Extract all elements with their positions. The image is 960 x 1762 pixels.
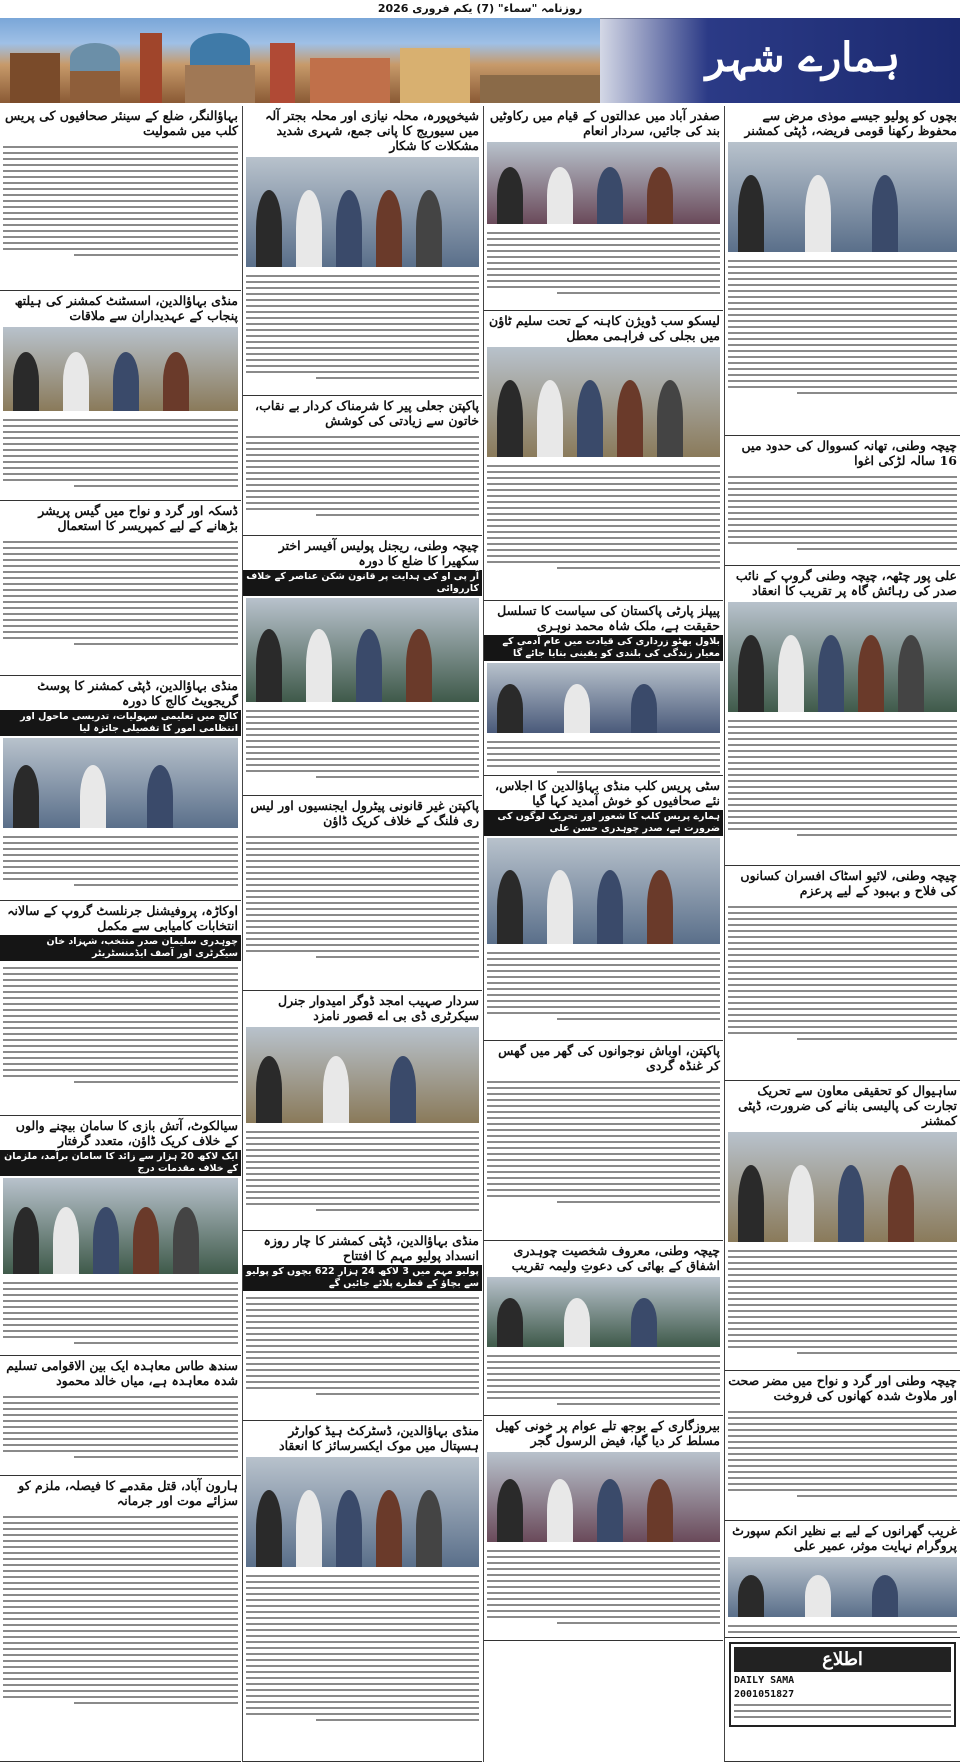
story-headline: بہاؤالنگر، ضلع کے سینئر صحافیوں کی پریس کلب میں شمولیت <box>4 108 238 138</box>
news-story <box>725 1638 960 1762</box>
story-photo <box>487 1452 720 1542</box>
story-photo <box>3 738 238 828</box>
story-photo <box>246 157 479 267</box>
section-banner <box>0 18 960 103</box>
story-headline: سیالکوٹ، آتش بازی کا سامان بیچنے والوں کے خلاف کریک ڈاؤن، متعدد گرفتار <box>15 1118 238 1148</box>
notice-title: اطلاع <box>734 1647 951 1672</box>
notice-box <box>729 1642 956 1727</box>
story-photo <box>487 663 720 733</box>
story-body <box>484 735 723 776</box>
story-headline: سٹی پریس کلب منڈی بہاؤالدین کا اجلاس، نئے صحافیوں کو خوش آمدید کہا گیا <box>495 778 720 808</box>
story-body <box>243 1125 482 1217</box>
story-body <box>0 140 241 262</box>
story-photo <box>728 1557 957 1617</box>
story-body <box>484 1075 723 1209</box>
news-story <box>243 536 482 796</box>
story-body <box>0 1276 241 1350</box>
news-story <box>243 991 482 1231</box>
news-story <box>243 106 482 396</box>
news-story <box>0 676 241 901</box>
masthead-line: روزنامہ "سماء" (7) یکم فروری 2026 <box>0 0 960 19</box>
news-story <box>725 1521 960 1638</box>
story-body <box>484 1349 723 1411</box>
story-body <box>243 269 482 385</box>
news-story <box>0 291 241 501</box>
news-story <box>243 1421 482 1762</box>
news-story <box>725 1371 960 1521</box>
story-body <box>0 961 241 1089</box>
section-title: ہمارے شہر <box>705 34 900 81</box>
section-title-block <box>600 18 960 103</box>
story-photo <box>3 327 238 411</box>
news-story <box>725 866 960 1081</box>
story-photo <box>246 598 479 702</box>
story-headline: سردار صہیب امجد ڈوگر امیدوار جنرل سیکرٹری ڈی بی اے قصور نامزد <box>278 993 479 1023</box>
column-3 <box>243 106 482 1762</box>
story-body <box>243 1291 482 1401</box>
story-headline: چیچہ وطنی، ریجنل پولیس آفیسر اختر سکھیرا کا ضلع کا دورہ <box>278 538 479 568</box>
story-body <box>243 704 482 784</box>
story-subheadline: آر پی او کی ہدایت پر قانون شکن عناصر کے خلاف کارروائی <box>243 570 482 596</box>
story-body <box>725 254 960 400</box>
news-story <box>484 1241 723 1416</box>
story-body <box>243 830 482 964</box>
news-story <box>0 501 241 676</box>
story-body <box>725 900 960 1046</box>
story-body <box>484 1544 723 1630</box>
story-photo <box>487 347 720 457</box>
story-body <box>725 470 960 556</box>
story-photo <box>246 1027 479 1123</box>
story-headline: بیروزگاری کے بوجھ تلے عوام پر خونی کھیل مسلط کر دیا گیا، فیض الرسول گجر <box>495 1418 720 1448</box>
story-subheadline: ہمارے پریس کلب کا شعور اور تحریک لوگوں کی ضرورت ہے، صدر چوہدری حسن علی <box>484 810 723 836</box>
story-body <box>243 1569 482 1727</box>
news-story <box>484 311 723 601</box>
news-story <box>484 1416 723 1641</box>
story-headline: صفدر آباد میں عدالتوں کے قیام میں رکاوٹیں بند کی جائیں، سردار انعام <box>489 108 720 138</box>
story-headline: اوکاڑہ، پروفیشنل جرنلسٹ گروپ کے سالانہ انتخابات کامیابی سے مکمل <box>7 903 238 933</box>
news-story <box>484 601 723 776</box>
story-headline: ساہیوال کو تحقیقی معاون سے تحریک تجارت کی پالیسی بنانے کی ضرورت، ڈپٹی کمشنر <box>738 1083 957 1128</box>
news-story <box>725 566 960 866</box>
story-body <box>0 830 241 892</box>
story-headline: منڈی بہاؤالدین، اسسٹنٹ کمشنر کی ہیلتھ پنجاب کے عہدیداران سے ملاقات <box>14 293 238 323</box>
story-photo <box>487 142 720 224</box>
news-story <box>0 901 241 1116</box>
story-headline: پیپلز پارٹی پاکستان کی سیاست کا تسلسل حقیقت ہے، ملک شاہ محمد نوہری <box>497 603 720 633</box>
news-story <box>725 1081 960 1371</box>
story-photo <box>487 838 720 944</box>
story-headline: پاکپتن غیر قانونی پیٹرول ایجنسیوں اور لیس ری فلنگ کے خلاف کریک ڈاؤن <box>250 798 479 828</box>
story-headline: ہارون آباد، قتل مقدمے کا فیصلہ، ملزم کو سزائے موت اور جرمانہ <box>18 1478 238 1508</box>
story-subheadline: ایک لاکھ 20 ہزار سے زائد کا سامان برآمد، ملزمان کے خلاف مقدمات درج <box>0 1150 241 1176</box>
story-headline: پاکپتن، اوباش نوجوانوں کی گھر میں گھس کر غنڈہ گردی <box>498 1043 720 1073</box>
story-photo <box>487 1277 720 1347</box>
story-body <box>484 226 723 300</box>
story-photo <box>246 1457 479 1567</box>
story-headline: چیچہ وطنی، تھانہ کسووال کی حدود میں 16 سالہ لڑکی اغوا <box>741 438 957 468</box>
news-story <box>0 106 241 291</box>
story-headline: شیخوپورہ، محلہ نیازی اور محلہ بجتر آلہ میں سیوریج کا پانی جمع، شہری شدید مشکلات کا شکار <box>265 108 479 153</box>
story-body <box>725 1619 960 1638</box>
story-headline: ڈسکہ اور گرد و نواح میں گیس پریشر بڑھانے کے لیے کمپریسر کا استعمال <box>38 503 238 533</box>
story-headline: چیچہ وطنی اور گرد و نواح میں مضر صحت اور ملاوٹ شدہ کھانوں کی فروخت <box>728 1373 957 1403</box>
news-story <box>725 436 960 566</box>
story-body <box>0 535 241 651</box>
story-subheadline: چوہدری سلیمان صدر منتخب، شہزاد خان سیکرٹری اور آصف ایڈمنسٹریٹر <box>0 935 241 961</box>
news-story <box>725 106 960 436</box>
column-2 <box>484 106 723 1762</box>
story-headline: بچوں کو پولیو جیسے موذی مرض سے محفوظ رکھنا قومی فریضہ، ڈپٹی کمشنر <box>744 108 957 138</box>
news-story <box>243 1231 482 1421</box>
story-headline: چیچہ وطنی، لائیو اسٹاک افسران کسانوں کی فلاح و بہبود کے لیے پرعزم <box>740 868 957 898</box>
news-story <box>0 1356 241 1476</box>
story-body <box>0 1390 241 1464</box>
account-label: DAILY SAMA <box>734 1675 795 1686</box>
story-headline: منڈی بہاؤالدین، ڈپٹی کمشنر کا چار روزہ انسداد پولیو مہم کا افتتاح <box>263 1233 479 1263</box>
story-subheadline: بلاول بھٹو زرداری کی قیادت میں عام آدمی کے معیار زندگی کی بلندی کو یقینی بنایا جائے گا <box>484 635 723 661</box>
story-photo <box>728 1132 957 1242</box>
story-headline: چیچہ وطنی، معروف شخصیت چوہدری اشفاق کے بھائی کی دعوتِ ولیمہ تقریب <box>511 1243 720 1273</box>
news-story <box>243 396 482 536</box>
story-body <box>484 946 723 1026</box>
news-story <box>484 1041 723 1241</box>
story-headline: منڈی بہاؤالدین، ڈپٹی کمشنر کا پوسٹ گریجویٹ کالج کا دورہ <box>37 678 238 708</box>
account-number: 2001051827 <box>734 1689 795 1700</box>
story-headline: منڈی بہاؤالدین، ڈسٹرکٹ ہیڈ کوارٹر ہسپتال میں موک ایکسرسائز کا انعقاد <box>279 1423 479 1453</box>
story-photo <box>728 142 957 252</box>
story-headline: سندھ طاس معاہدہ ایک بین الاقوامی تسلیم شدہ معاہدہ ہے، میاں خالد محمود <box>6 1358 238 1388</box>
story-headline: غریب گھرانوں کے لیے بے نظیر انکم سپورٹ پروگرام نہایت موثر، عمیر علی <box>732 1523 957 1553</box>
news-story <box>0 1116 241 1356</box>
story-subheadline: پولیو مہم میں 3 لاکھ 24 ہزار 622 بچوں کو پولیو سے بچاؤ کے قطرے پلائے جائیں گے <box>243 1265 482 1291</box>
column-1 <box>725 106 960 1762</box>
story-subheadline: کالج میں تعلیمی سہولیات، تدریسی ماحول اور انتظامی امور کا تفصیلی جائزہ لیا <box>0 710 241 736</box>
columns-container <box>0 106 960 1762</box>
story-headline: پاکپتن جعلی پیر کا شرمناک کردار بے نقاب، خاتون سے زیادتی کی کوشش <box>255 398 479 428</box>
news-story <box>484 106 723 311</box>
story-body <box>484 459 723 575</box>
column-4 <box>0 106 241 1762</box>
story-body <box>725 1405 960 1503</box>
story-headline: علی پور چٹھہ، چیچہ وطنی گروپ کے نائب صدر کی رہائش گاہ پر تقریب کا انعقاد <box>735 568 957 598</box>
story-photo <box>3 1178 238 1274</box>
story-headline: لیسکو سب ڈویژن کاہنہ کے تحت سلیم ٹاؤن میں بجلی کی فراہمی معطل <box>489 313 720 343</box>
city-collage-image <box>0 18 600 103</box>
story-body <box>725 1244 960 1360</box>
story-body <box>725 714 960 842</box>
news-story <box>0 1476 241 1762</box>
story-photo <box>728 602 957 712</box>
story-body <box>0 1510 241 1710</box>
story-body <box>0 413 241 493</box>
story-body <box>243 430 482 522</box>
news-story <box>243 796 482 991</box>
news-story <box>484 776 723 1041</box>
